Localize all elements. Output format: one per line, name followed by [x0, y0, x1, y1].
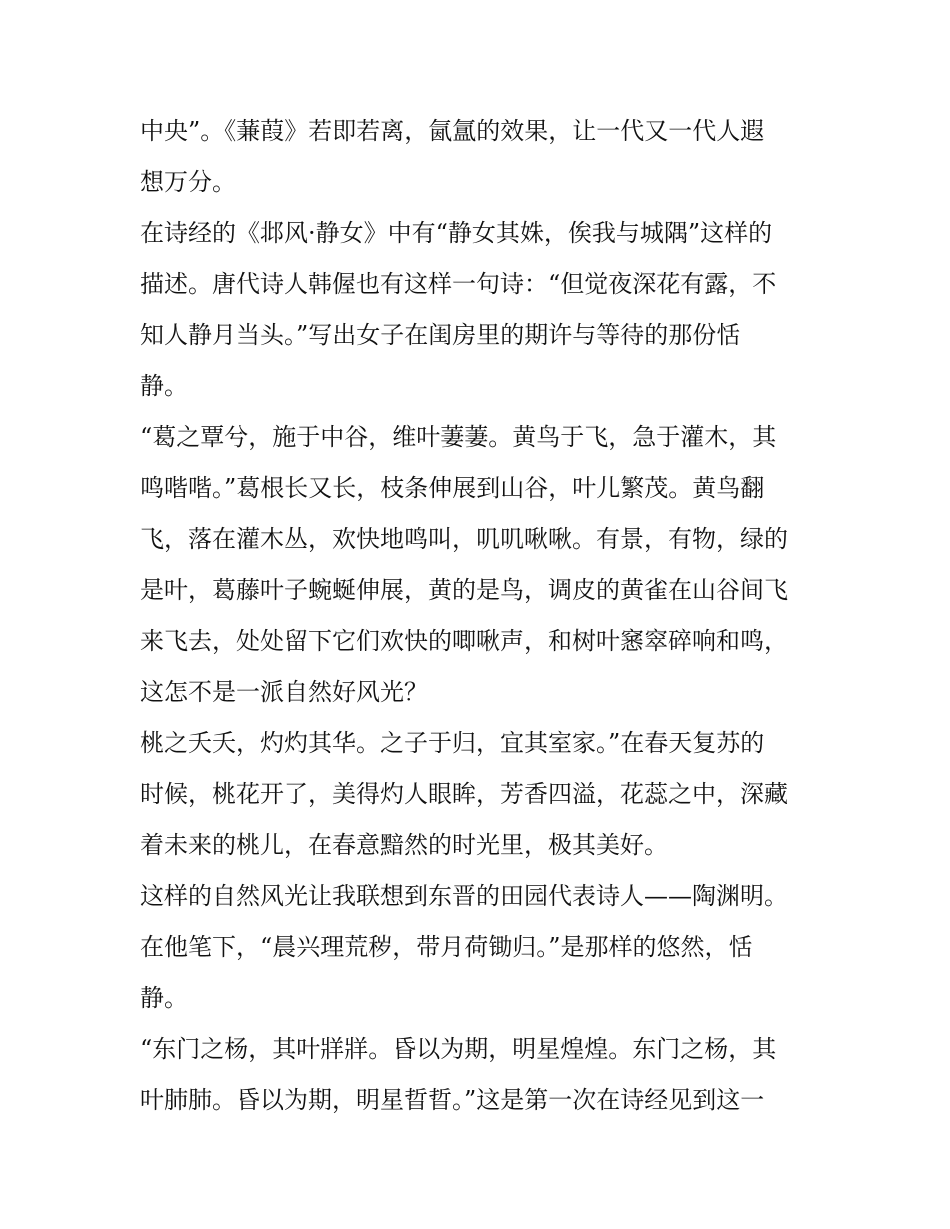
text-line: “东门之杨，其叶牂牂。昏以为期，明星煌煌。东门之杨，其 [140, 1035, 777, 1063]
text-line: 叶肺肺。昏以为期，明星晢晢。”这是第一次在诗经见到这一 [140, 1086, 765, 1114]
text-line: 飞，落在灌木丛，欢快地鸣叫，叽叽啾啾。有景，有物，绿的 [140, 525, 788, 553]
body-text [140, 106, 820, 1126]
text-line: 在他笔下，“晨兴理荒秽，带月荷锄归。”是那样的悠然，恬 [140, 933, 753, 961]
text-line: “葛之覃兮，施于中谷，维叶萋萋。黄鸟于飞，急于灌木，其 [140, 423, 777, 451]
text-line: 时候，桃花开了，美得灼人眼眸，芳香四溢，花蕊之中，深藏 [140, 780, 788, 808]
text-line: 是叶，葛藤叶子蜿蜒伸展，黄的是鸟，调皮的黄雀在山谷间飞 [140, 576, 788, 604]
text-line: 桃之夭夭，灼灼其华。之子于归，宜其室家。”在春天复苏的 [140, 729, 765, 757]
text-line: 静。 [140, 984, 188, 1012]
text-line: 这怎不是一派自然好风光？ [140, 678, 428, 706]
text-line: 着未来的桃儿，在春意黯然的时光里，极其美好。 [140, 831, 668, 859]
text-line: 静。 [140, 372, 188, 400]
text-line: 来飞去，处处留下它们欢快的唧啾声，和树叶窸窣碎响和鸣， [140, 627, 788, 655]
text-line: 知人静月当头。”写出女子在闺房里的期许与等待的那份恬 [140, 321, 741, 349]
text-line: 在诗经的《邶风·静女》中有“静女其姝，俟我与城隅”这样的 [140, 219, 773, 247]
text-line: 鸣喈喈。”葛根长又长，枝条伸展到山谷，叶儿繁茂。黄鸟翻 [140, 474, 765, 502]
text-line: 这样的自然风光让我联想到东晋的田园代表诗人——陶渊明。 [140, 882, 788, 910]
text-line: 想万分。 [140, 168, 236, 196]
text-line: 描述。唐代诗人韩偓也有这样一句诗：“但觉夜深花有露，不 [140, 270, 777, 298]
text-line: 中央”。《蒹葭》若即若离，氤氲的效果，让一代又一代人遐 [140, 117, 765, 145]
